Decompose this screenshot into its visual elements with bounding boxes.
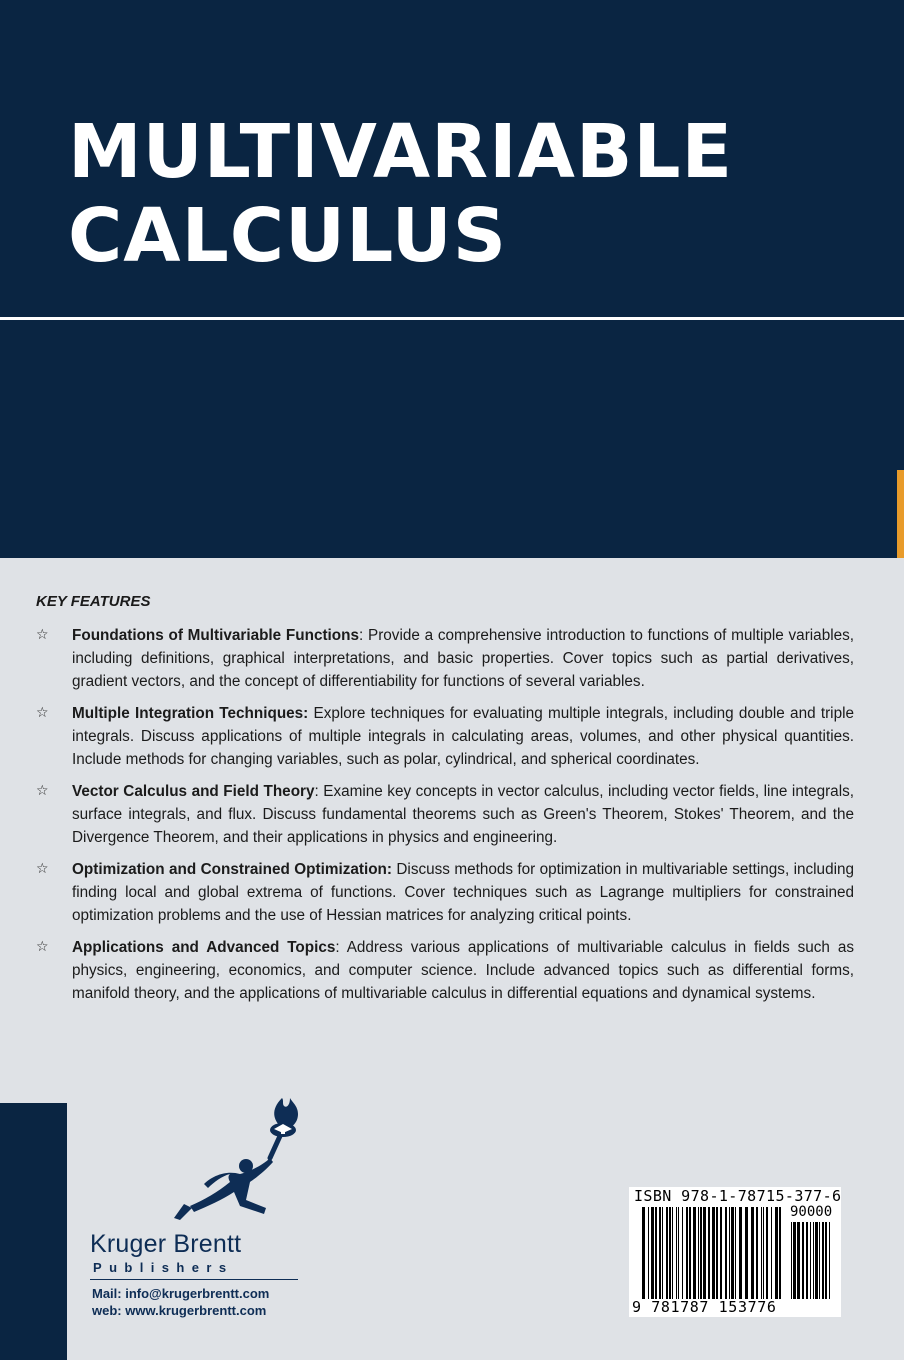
barcode-bar <box>791 1222 792 1299</box>
title-divider <box>0 317 904 320</box>
barcode-bar <box>751 1207 754 1299</box>
barcode-bar <box>669 1207 671 1299</box>
barcode-bar <box>682 1207 683 1299</box>
barcode-bar <box>642 1207 645 1299</box>
publisher-divider <box>90 1279 298 1280</box>
feature-text: : Address various applications of multivariable calculus in fields such as physics, engineering, economics, and computer science. Include advanced topics such as differential forms, manifold theory, and the applications of multivariable calculus in differential equations and dynamical systems. <box>72 939 854 1002</box>
feature-name: Optimization and Constrained Optimization: <box>72 861 392 878</box>
title-line-2: CALCULUS <box>68 193 508 279</box>
star-bullet-icon: ☆ <box>36 861 49 877</box>
barcode-bar <box>775 1207 778 1299</box>
barcode-bar <box>712 1207 715 1299</box>
feature-name: Vector Calculus and Field Theory <box>72 783 315 800</box>
publisher-subtitle: Publishers <box>93 1260 234 1275</box>
barcode-bar <box>648 1207 649 1299</box>
barcode-bar <box>698 1207 699 1299</box>
addon-barcode-bars <box>791 1222 835 1299</box>
book-title <box>68 110 733 278</box>
star-bullet-icon: ☆ <box>36 627 49 643</box>
publisher-contact <box>92 1285 269 1319</box>
star-bullet-icon: ☆ <box>36 783 49 799</box>
barcode-bar <box>815 1222 818 1299</box>
barcode-bar <box>806 1222 808 1299</box>
barcode-bar <box>693 1207 696 1299</box>
feature-item <box>36 780 854 849</box>
barcode-bar <box>810 1222 811 1299</box>
title-line-1: MULTIVARIABLE <box>68 109 734 195</box>
star-bullet-icon: ☆ <box>36 939 49 955</box>
barcode-bar <box>689 1207 691 1299</box>
barcode-bar <box>829 1222 830 1299</box>
feature-text: Explore techniques for evaluating multiple integrals, including double and triple integrals. Discuss applications of multiple integrals in calculating areas, volumes, and other physical quantities. Include methods for changing variables, such as polar, cylindrical, and spherical coordinates. <box>72 705 854 768</box>
publisher-web[interactable]: web: www.krugerbrentt.com <box>92 1303 267 1318</box>
feature-item <box>36 858 854 927</box>
isbn-label: ISBN 978-1-78715-377-6 <box>634 1187 842 1205</box>
barcode-bar <box>720 1207 722 1299</box>
key-features-heading: KEY FEATURES <box>36 593 151 610</box>
barcode-bar <box>686 1207 688 1299</box>
feature-name: Foundations of Multivariable Functions <box>72 627 360 644</box>
barcode-bar <box>700 1207 702 1299</box>
barcode-bar <box>731 1207 734 1299</box>
star-bullet-icon: ☆ <box>36 705 49 721</box>
running-torchbearer-logo-icon <box>170 1096 310 1236</box>
barcode-addon-number: 90000 <box>790 1204 833 1220</box>
feature-text: : Provide a comprehensive introduction to functions of multiple variables, including definitions, graphical interpretations, and basic properties. Cover topics such as partial derivatives, gradient vectors, and the concept of differentiability for functions of several variables. <box>72 627 855 690</box>
barcode-bar <box>655 1207 657 1299</box>
key-features-list <box>36 624 854 1014</box>
feature-item <box>36 936 854 1005</box>
barcode-bar <box>793 1222 796 1299</box>
barcode-bar <box>729 1207 730 1299</box>
cover-top-panel <box>0 0 904 558</box>
barcode-bar <box>745 1207 748 1299</box>
barcode-bar <box>678 1207 679 1299</box>
feature-name: Multiple Integration Techniques: <box>72 705 309 722</box>
publisher-name: Kruger Brentt <box>90 1230 242 1258</box>
barcode-bar <box>716 1207 718 1299</box>
barcode-bar <box>779 1207 781 1299</box>
feature-item <box>36 702 854 771</box>
feature-text: Discuss methods for optimization in multivariable settings, including finding local and global extrema of functions. Cover techniques such as Lagrange multipliers for constrained optimization problems and the use of Hessian matrices for analyzing critical points. <box>72 861 854 924</box>
feature-item <box>36 624 854 693</box>
barcode-bar <box>766 1207 768 1299</box>
orange-edge-accent <box>897 470 904 558</box>
barcode-bar <box>797 1222 800 1299</box>
barcode-bar <box>802 1222 804 1299</box>
barcode-bar <box>822 1222 824 1299</box>
barcode-bar <box>756 1207 758 1299</box>
isbn-barcode-bars <box>642 1207 782 1299</box>
barcode-bar <box>771 1207 772 1299</box>
barcode-bar <box>662 1207 663 1299</box>
feature-name: Applications and Advanced Topics <box>72 939 336 956</box>
ean-digits: 9 781787 153776 <box>632 1298 777 1316</box>
feature-text: : Examine key concepts in vector calculus, including vector fields, line integrals, surface integrals, and flux. Discuss fundamental theorems such as Green's Theorem, Stokes' Theorem, and the Divergence Theorem, and their applications in physics and engineering. <box>72 783 854 846</box>
barcode-bar <box>672 1207 673 1299</box>
left-navy-bar <box>0 1103 67 1360</box>
publisher-mail: Mail: info@krugerbrentt.com <box>92 1286 270 1301</box>
barcode-bar <box>666 1207 668 1299</box>
barcode-bar <box>739 1207 742 1299</box>
barcode-bar <box>708 1207 710 1299</box>
barcode-bar <box>659 1207 661 1299</box>
barcode-bar <box>651 1207 654 1299</box>
barcode-bar <box>813 1222 814 1299</box>
barcode-bar <box>825 1222 827 1299</box>
barcode-bar <box>735 1207 736 1299</box>
barcode-bar <box>761 1207 762 1299</box>
barcode-bar <box>703 1207 706 1299</box>
barcode-bar <box>763 1207 764 1299</box>
barcode-bar <box>819 1222 820 1299</box>
barcode-bar <box>676 1207 677 1299</box>
barcode-bar <box>725 1207 727 1299</box>
